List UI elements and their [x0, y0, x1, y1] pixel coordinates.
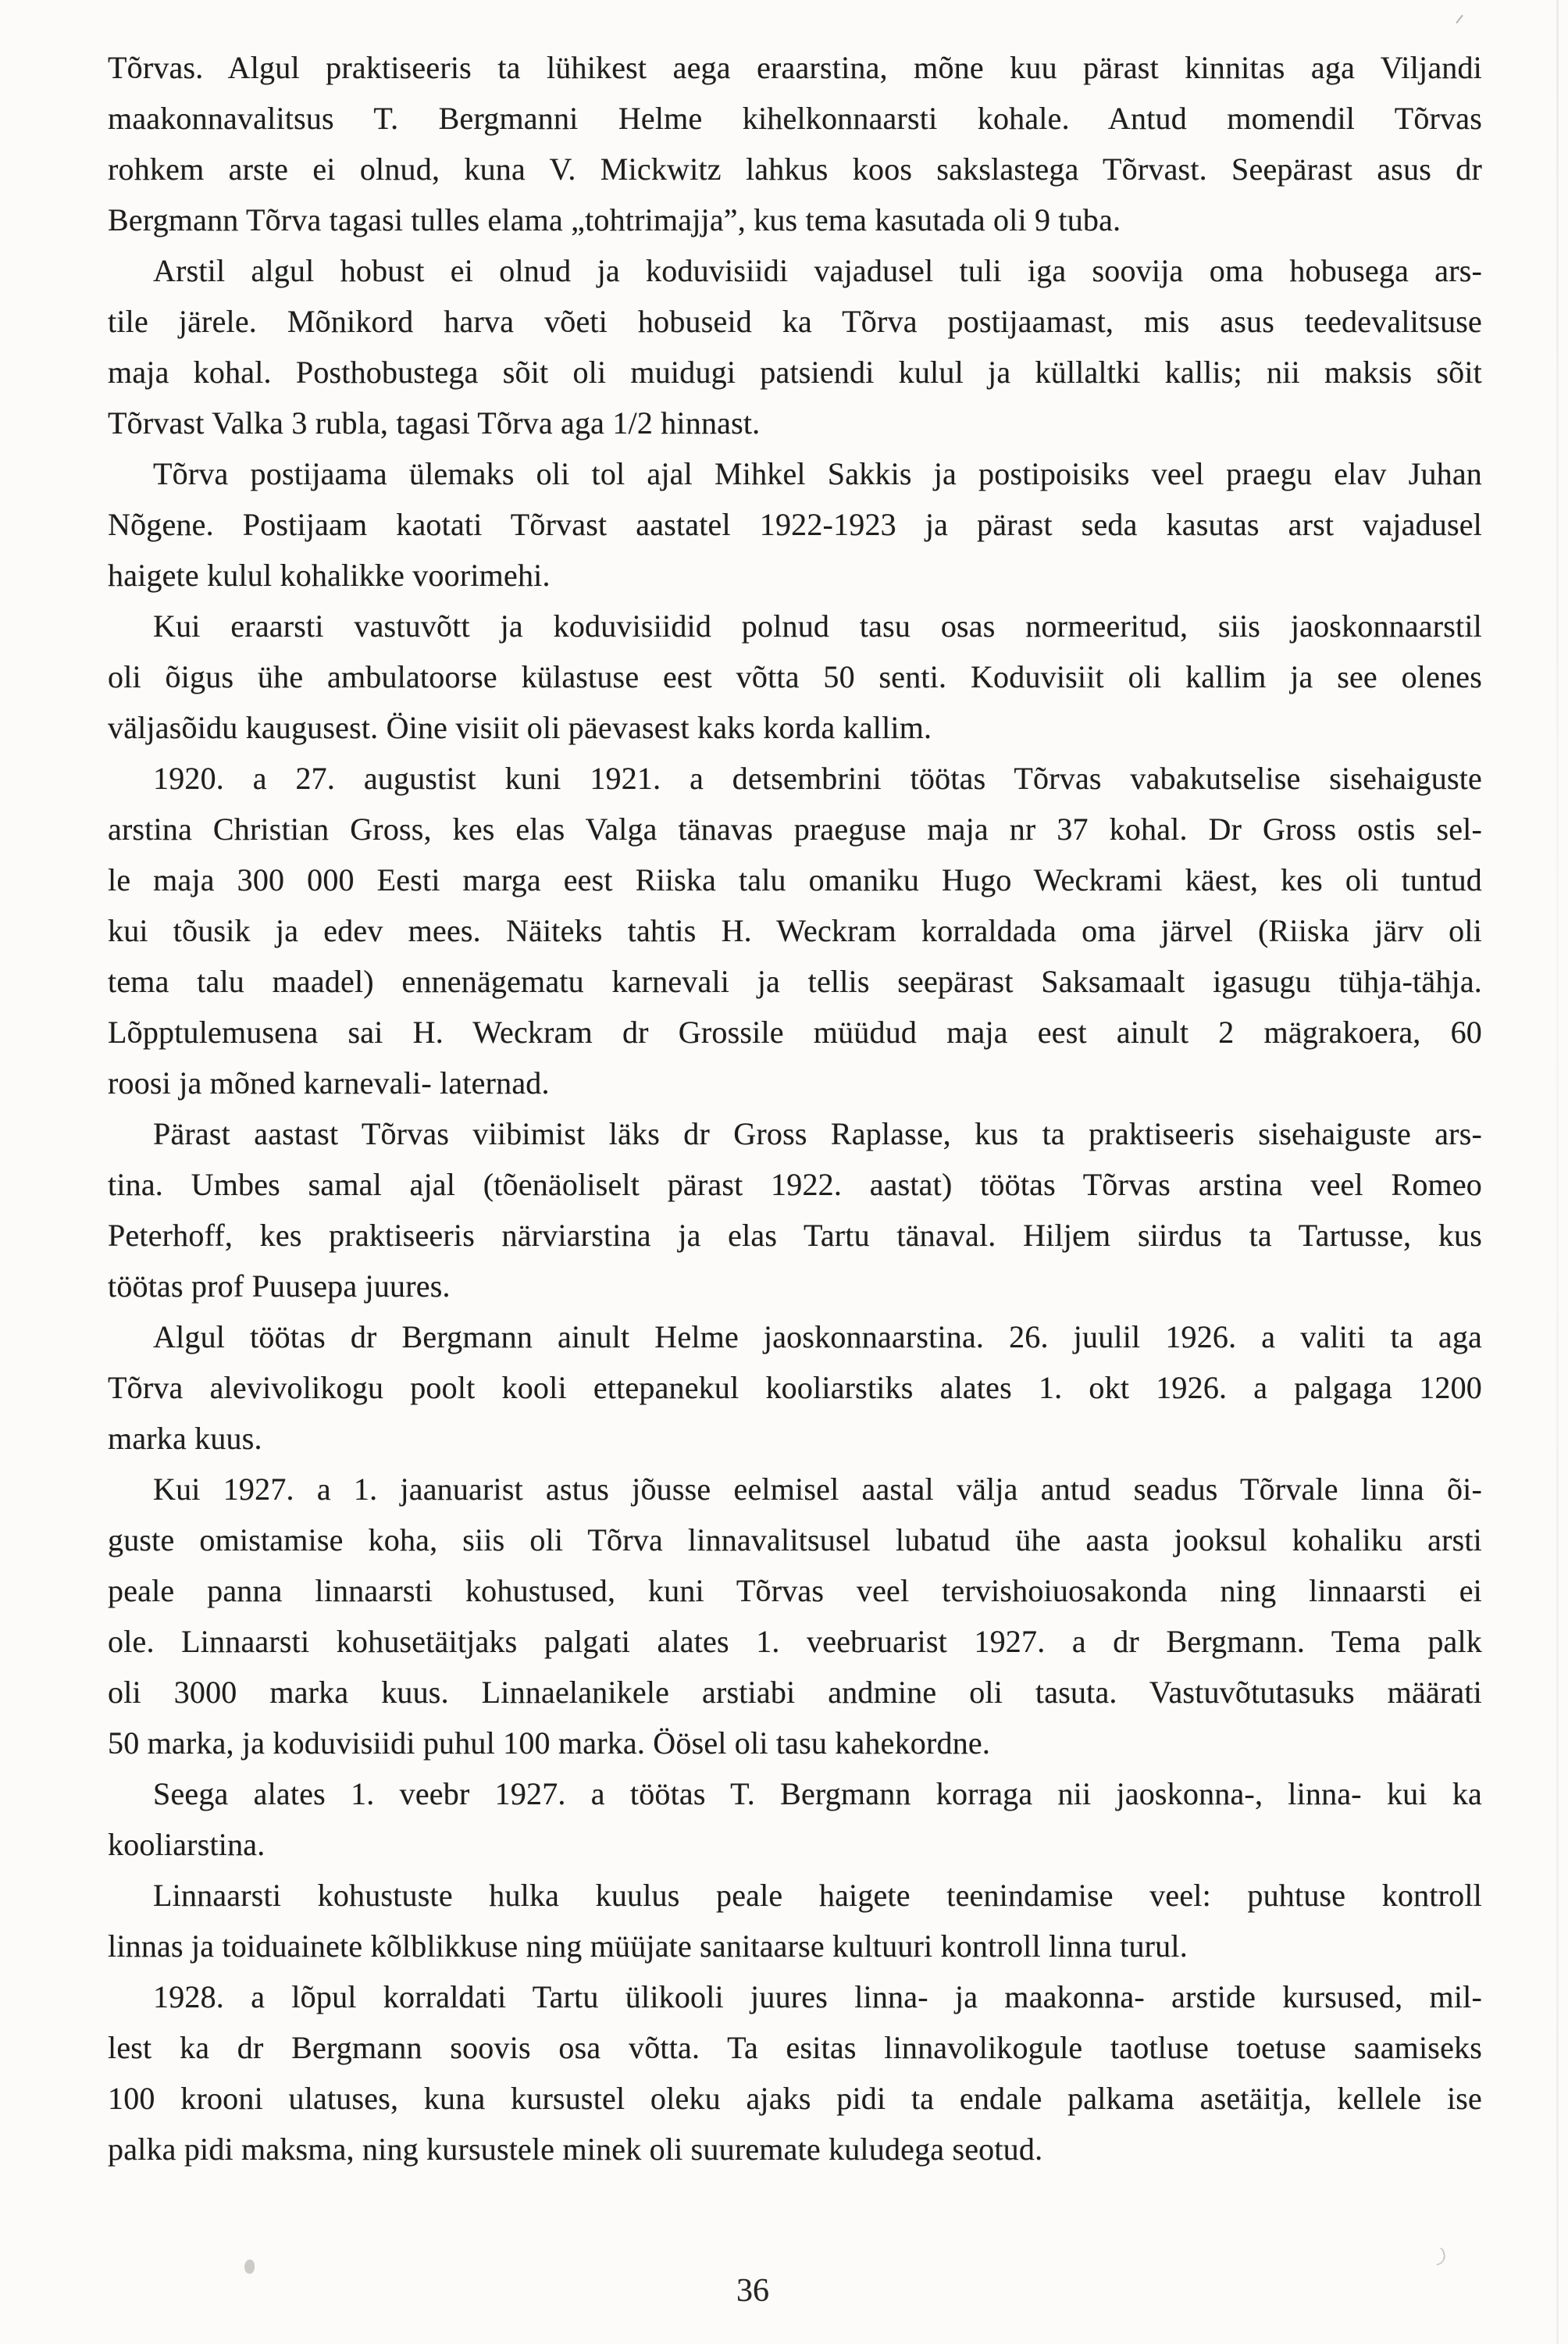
scan-edge-shadow [1556, 0, 1559, 2344]
text-line: Tõrvast Valka 3 rubla, tagasi Tõrva aga 1/2 hinnast. [108, 405, 761, 441]
text-line: Pärast aastast Tõrvas viibimist läks dr Gross Raplasse, kus ta praktiseeris sisehaiguste ars- [153, 1116, 1482, 1151]
text-line: palka pidi maksma, ning kursustele minek oli suuremate kuludega seotud. [108, 2132, 1043, 2167]
text-line: 1928. a lõpul korraldati Tartu ülikooli juures linna- ja maakonna- arstide kursused, mil- [153, 1979, 1482, 2014]
text-line: roosi ja mõned karnevali- laternad. [108, 1065, 550, 1101]
text-line: kooliarstina. [108, 1827, 265, 1862]
text-line: marka kuus. [108, 1421, 262, 1456]
text-line: arstina Christian Gross, kes elas Valga tänavas praeguse maja nr 37 kohal. Dr Gross ostis sel- [108, 812, 1482, 847]
paragraph [108, 1971, 1482, 2175]
text-line: lest ka dr Bergmann soovis osa võtta. Ta esitas linnavolikogule taotluse toetuse saamiseks [108, 2030, 1482, 2065]
body-text [108, 42, 1482, 2175]
text-line: 1920. a 27. augustist kuni 1921. a detsembrini töötas Tõrvas vabakutselise sisehaiguste [153, 761, 1482, 796]
scan-corner-mark [1456, 15, 1463, 23]
text-line: Peterhoff, kes praktiseeris närviarstina ja elas Tartu tänaval. Hiljem siirdus ta Tartusse, kus [108, 1218, 1482, 1253]
paragraph [108, 245, 1482, 448]
text-line: Arstil algul hobust ei olnud ja koduvisiidi vajadusel tuli iga soovija oma hobusega ars- [153, 253, 1482, 288]
paragraph [108, 448, 1482, 601]
text-line: Algul töötas dr Bergmann ainult Helme jaoskonnaarstina. 26. juulil 1926. a valiti ta aga [153, 1319, 1482, 1354]
text-line: Seega alates 1. veebr 1927. a töötas T. Bergmann korraga nii jaoskonna-, linna- kui ka [153, 1776, 1482, 1811]
text-line: Tõrvas. Algul praktiseeris ta lühikest aega eraarstina, mõne kuu pärast kinnitas aga Viljandi [108, 50, 1482, 85]
text-line: tema talu maadel) ennenägematu karnevali ja tellis seepärast Saksamaalt igasugu tühja-tähja. [108, 964, 1482, 999]
text-line: kui tõusik ja edev mees. Näiteks tahtis H. Weckram korraldada oma järvel (Riiska järv oli [108, 913, 1482, 948]
text-line: linnas ja toiduainete kõlblikkuse ning müüjate sanitaarse kultuuri kontroll linna turul. [108, 1928, 1188, 1964]
text-line: tile järele. Mõnikord harva võeti hobuseid ka Tõrva postijaamast, mis asus teedevalitsuse [108, 304, 1482, 339]
text-line: Tõrva postijaama ülemaks oli tol ajal Mihkel Sakkis ja postipoisiks veel praegu elav Juhan [153, 456, 1482, 491]
text-line: ole. Linnaarsti kohusetäitjaks palgati alates 1. veebruarist 1927. a dr Bergmann. Tema palk [108, 1624, 1482, 1659]
text-line: oli õigus ühe ambulatoorse külastuse eest võtta 50 senti. Koduvisiit oli kallim ja see olenes [108, 659, 1482, 694]
paragraph [108, 1870, 1482, 1971]
paragraph [108, 1108, 1482, 1311]
text-line: oli 3000 marka kuus. Linnaelanikele arstiabi andmine oli tasuta. Vastuvõtutasuks määrati [108, 1675, 1482, 1710]
text-line: maja kohal. Posthobustega sõit oli muidugi patsiendi kulul ja küllaltki kallis; nii maksis sõit [108, 355, 1482, 390]
text-line: Kui eraarsti vastuvõtt ja koduvisiidid polnud tasu osas normeeritud, siis jaoskonnaarstil [153, 608, 1482, 644]
text-line: rohkem arste ei olnud, kuna V. Mickwitz lahkus koos sakslastega Tõrvast. Seepärast asus dr [108, 152, 1482, 187]
text-line: Tõrva alevivolikogu poolt kooli ettepanekul kooliarstiks alates 1. okt 1926. a palgaga 1200 [108, 1370, 1482, 1405]
text-line: le maja 300 000 Eesti marga eest Riiska talu omaniku Hugo Weckrami käest, kes oli tuntud [108, 862, 1482, 897]
text-line: Kui 1927. a 1. jaanuarist astus jõusse eelmisel aastal välja antud seadus Tõrvale linna õi- [153, 1472, 1482, 1507]
page-number: 36 [736, 2273, 769, 2309]
text-line: töötas prof Puusepa juures. [108, 1268, 451, 1304]
text-line: tina. Umbes samal ajal (tõenäoliselt pärast 1922. aastat) töötas Tõrvas arstina veel Romeo [108, 1167, 1482, 1202]
paragraph [108, 1464, 1482, 1768]
text-line: Lõpptulemusena sai H. Weckram dr Grossile müüdud maja eest ainult 2 mägrakoera, 60 [108, 1015, 1482, 1050]
paragraph [108, 42, 1482, 245]
text-line: väljasõidu kaugusest. Öine visiit oli päevasest kaks korda kallim. [108, 710, 932, 745]
paragraph [108, 1311, 1482, 1464]
text-line: Bergmann Tõrva tagasi tulles elama „tohtrimajja”, kus tema kasutada oli 9 tuba. [108, 202, 1121, 237]
scan-squiggle-mark [1431, 2246, 1448, 2266]
paragraph [108, 1768, 1482, 1870]
text-line: haigete kulul kohalikke voorimehi. [108, 558, 551, 593]
paragraph [108, 601, 1482, 753]
text-line: peale panna linnaarsti kohustused, kuni Tõrvas veel tervishoiuosakonda ning linnaarsti ei [108, 1573, 1482, 1608]
text-line: 50 marka, ja koduvisiidi puhul 100 marka. Öösel oli tasu kahekordne. [108, 1725, 991, 1761]
paragraph [108, 753, 1482, 1108]
text-line: Linnaarsti kohustuste hulka kuulus peale haigete teenindamise veel: puhtuse kontroll [153, 1878, 1482, 1913]
text-line: Nõgene. Postijaam kaotati Tõrvast aastatel 1922-1923 ja pärast seda kasutas arst vajadusel [108, 507, 1482, 542]
text-line: guste omistamise koha, siis oli Tõrva linnavalitsusel lubatud ühe aasta jooksul kohaliku arsti [108, 1522, 1482, 1557]
text-line: 100 krooni ulatuses, kuna kursustel oleku ajaks pidi ta endale palkama asetäitja, kellele ise [108, 2081, 1482, 2116]
text-line: maakonnavalitsus T. Bergmanni Helme kihelkonnaarsti kohale. Antud momendil Tõrvas [108, 101, 1482, 136]
